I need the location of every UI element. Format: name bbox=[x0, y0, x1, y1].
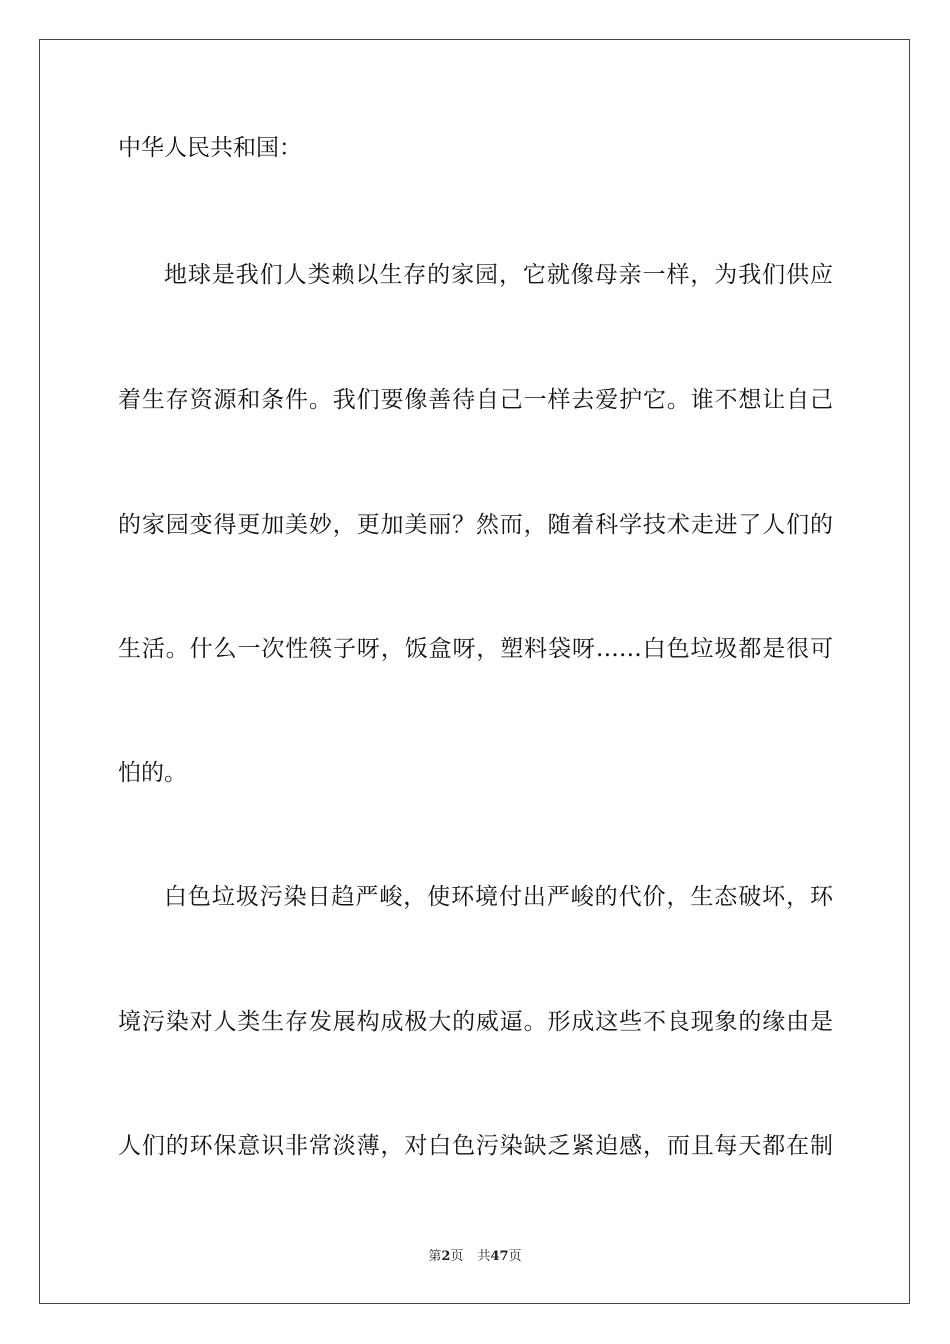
page-suffix: 页 bbox=[450, 1249, 464, 1264]
paragraph-1-line-5: 怕的。 bbox=[118, 760, 187, 786]
salutation-line: 中华人民共和国： bbox=[118, 135, 302, 161]
total-pages: 47 bbox=[490, 1249, 509, 1264]
page-prefix: 第 bbox=[428, 1249, 442, 1264]
paragraph-2-line-3: 人们的环保意识非常淡薄，对白色污染缺乏紧迫感，而且每天都在制 bbox=[118, 1133, 833, 1159]
paragraph-2-line-2: 境污染对人类生存发展构成极大的威逼。形成这些不良现象的缘由是 bbox=[118, 1009, 833, 1035]
paragraph-1-line-2: 着生存资源和条件。我们要像善待自己一样去爱护它。谁不想让自己 bbox=[118, 387, 833, 413]
total-suffix: 页 bbox=[508, 1249, 522, 1264]
paragraph-2-line-1: 白色垃圾污染日趋严峻，使环境付出严峻的代价，生态破坏，环 bbox=[164, 884, 833, 910]
page-footer bbox=[0, 1248, 950, 1266]
total-prefix: 共 bbox=[477, 1249, 491, 1264]
paragraph-1-line-3: 的家园变得更加美妙，更加美丽？然而，随着科学技术走进了人们的 bbox=[118, 512, 833, 538]
page-border bbox=[39, 39, 910, 1304]
paragraph-1-line-1: 地球是我们人类赖以生存的家园，它就像母亲一样，为我们供应 bbox=[164, 262, 833, 288]
page-number: 2 bbox=[441, 1249, 451, 1264]
paragraph-1-line-4: 生活。什么一次性筷子呀，饭盒呀，塑料袋呀……白色垃圾都是很可 bbox=[118, 636, 833, 662]
